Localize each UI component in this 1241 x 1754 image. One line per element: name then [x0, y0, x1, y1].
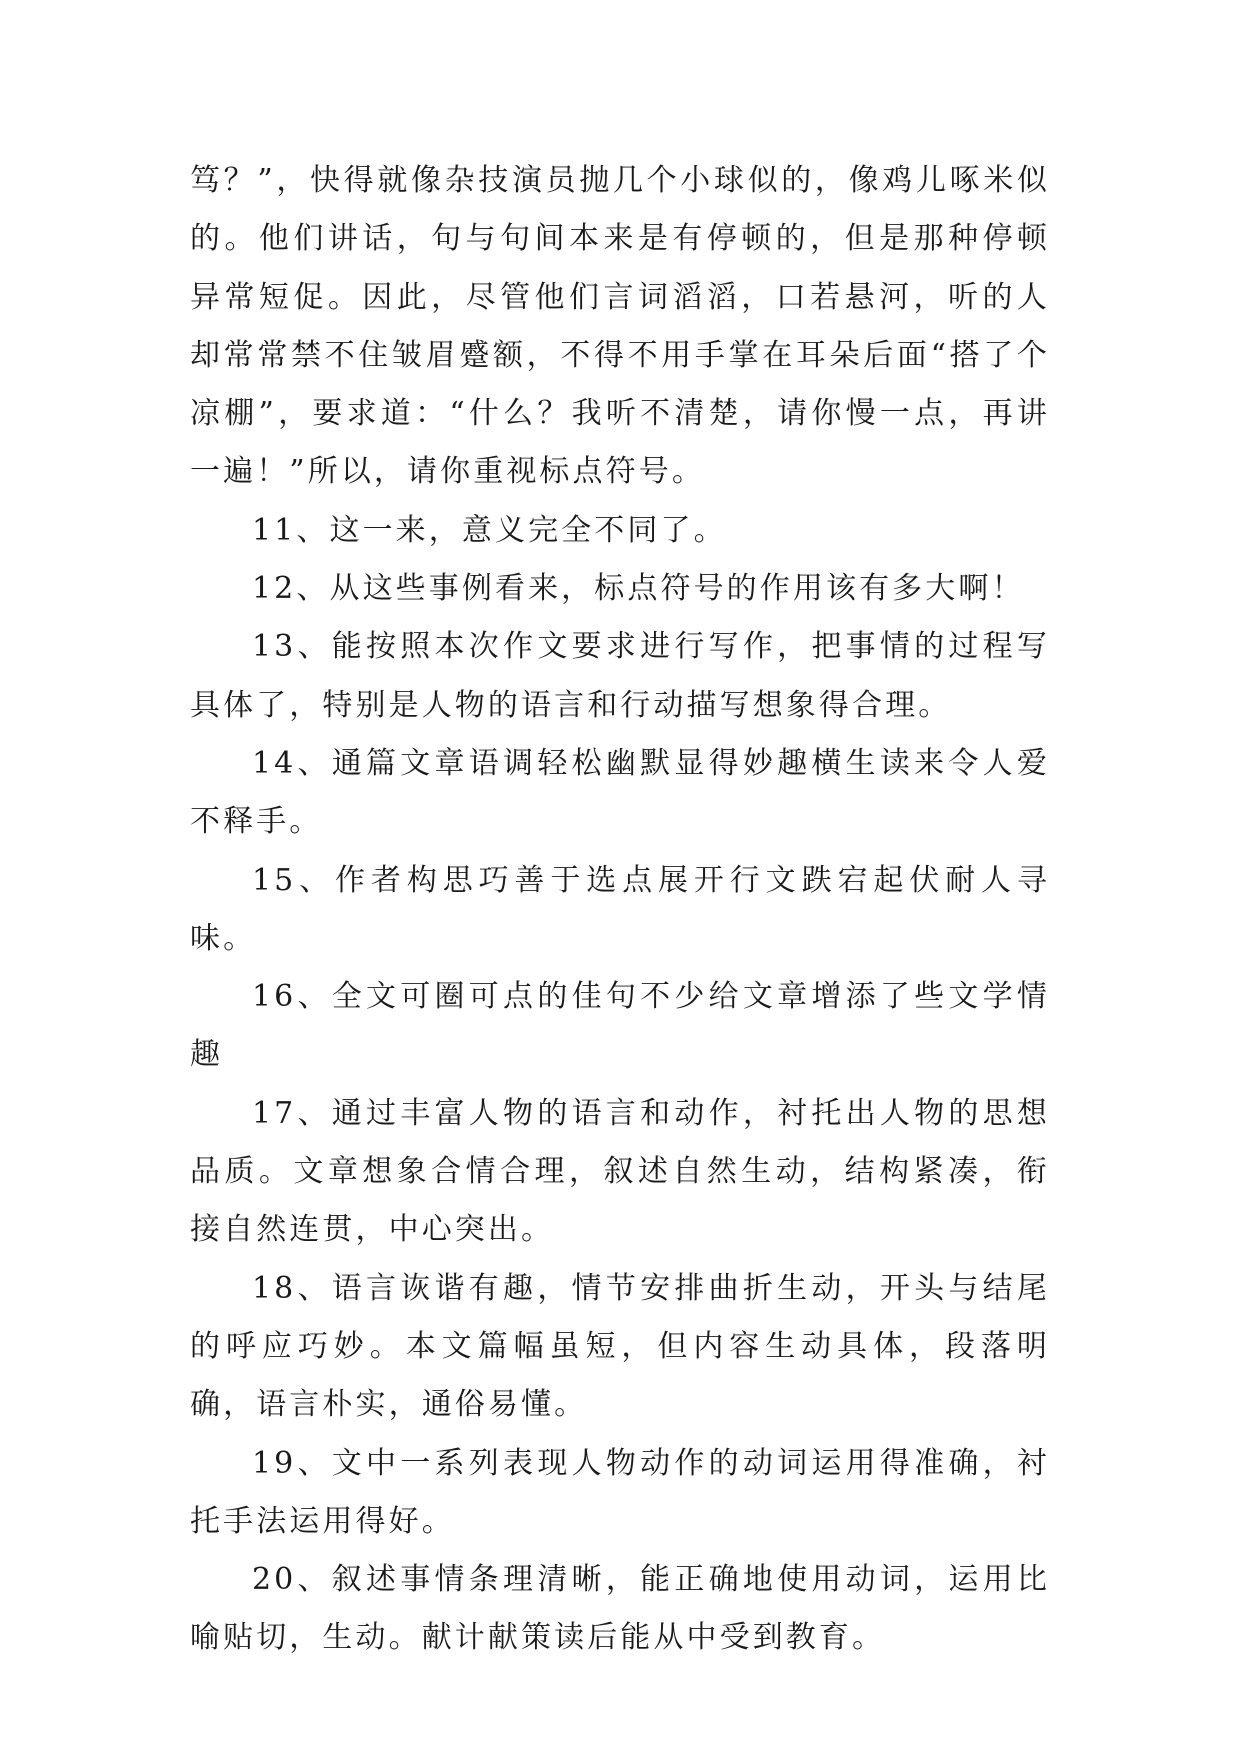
paragraph-19: 19、文中一系列表现人物动作的动词运用得准确，衬托手法运用得好。 — [190, 1445, 1050, 1539]
paragraph-12: 12、从这些事例看来，标点符号的作用该有多大啊！ — [252, 571, 1025, 607]
paragraph-15: 15、作者构思巧善于选点展开行文跌宕起伏耐人寻味。 — [190, 862, 1050, 956]
paragraph-17: 17、通过丰富人物的语言和动作，衬托出人物的思想品质。文章想象合情合理，叙述自然生动，结构紧凑，衔接自然连贯，中心突出。 — [190, 1095, 1050, 1248]
paragraph-13: 13、能按照本次作文要求进行写作，把事情的过程写具体了，特别是人物的语言和行动描写想象得合理。 — [190, 629, 1050, 723]
paragraph-14: 14、通篇文章语调轻松幽默显得妙趣横生读来令人爱不释手。 — [190, 745, 1050, 840]
paragraph-20: 20、叙述事情条理清晰，能正确地使用动词，运用比喻贴切，生动。献计献策读后能从中受到教育。 — [190, 1562, 1050, 1656]
paragraph-16: 16、全文可圈可点的佳句不少给文章增添了些文学情趣 — [190, 979, 1050, 1073]
paragraph-continued: 笃？”，快得就像杂技演员抛几个小球似的，像鸡儿啄米似的。他们讲话，句与句间本来是有停顿的，但是那种停顿异常短促。因此，尽管他们言词滔滔，口若悬河，听的人却常常禁不住皱眉蹙额，不得不用手掌在耳朵后面“搭了个凉棚”，要求道：“什么？我听不清楚，请你慢一点，再讲一遍！”所以，请你重视标点符号。 — [190, 163, 1050, 490]
paragraph-11: 11、这一来，意义完全不同了。 — [252, 512, 727, 548]
document-body — [190, 152, 1050, 1668]
paragraph-18: 18、语言诙谐有趣，情节安排曲折生动，开头与结尾的呼应巧妙。本文篇幅虽短，但内容生动具体，段落明确，语言朴实，通俗易懂。 — [190, 1270, 1050, 1423]
